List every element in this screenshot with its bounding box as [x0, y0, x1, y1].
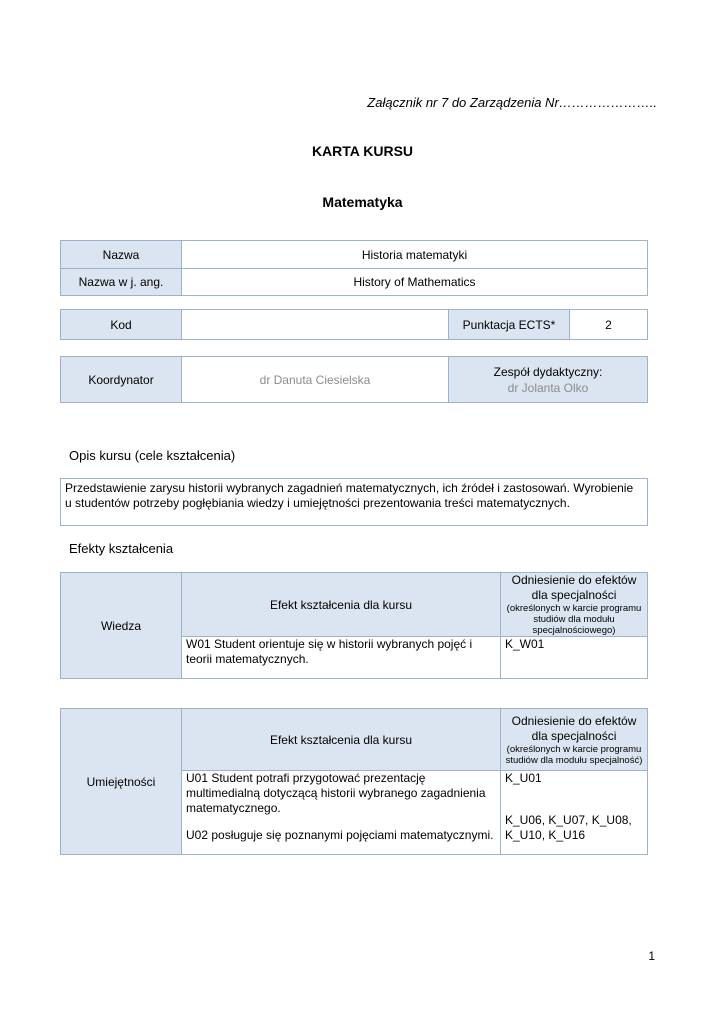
skills-refs-cell: [501, 771, 648, 855]
description-heading: Opis kursu (cele kształcenia): [69, 448, 236, 463]
team-label: Zespół dydaktyczny:: [493, 364, 603, 379]
name-en-value: History of Mathematics: [182, 269, 648, 296]
annex-note: Załącznik nr 7 do Zarządzenia Nr…………………..: [367, 95, 657, 110]
ects-label: Punktacja ECTS*: [449, 310, 570, 340]
field-title: Matematyka: [322, 194, 403, 210]
coordinator-label: Koordynator: [61, 357, 182, 403]
coordinator-value: dr Danuta Ciesielska: [182, 357, 449, 403]
team-value: dr Jolanta Olko: [507, 380, 589, 395]
knowledge-effect: W01 Student orientuje się w historii wybranych pojęć i teorii matematycznych.: [182, 637, 501, 679]
skills-col-ref-title: Odniesienie do efektów dla specjalności: [511, 713, 637, 743]
card-title: KARTA KURSU: [311, 143, 414, 159]
skills-ref-u01: K_U01: [505, 771, 542, 785]
knowledge-col-ref-note: (określonych w karcie programu studiów dla modułu specjalnościowego): [506, 603, 642, 636]
course-name-table: [60, 240, 648, 296]
coordinator-table: [60, 356, 648, 403]
knowledge-table: [60, 572, 648, 679]
skills-effects-cell: [182, 771, 501, 855]
skills-category: Umiejętności: [61, 709, 182, 855]
knowledge-ref: K_W01: [501, 637, 648, 679]
skills-col-ref-note: (określonych w karcie programu studiów dla modułu specjalność): [505, 743, 643, 766]
page-number: 1: [648, 949, 655, 963]
skills-ref-u02: K_U06, K_U07, K_U08, K_U10, K_U16: [505, 813, 632, 842]
skills-effect-u02: U02 posługuje się poznanymi pojęciami matematycznymi.: [186, 828, 494, 842]
knowledge-col-ref-title: Odniesienie do efektów dla specjalności: [511, 573, 637, 602]
outcomes-heading: Efekty kształcenia: [69, 541, 174, 556]
skills-col-effect: Efekt kształcenia dla kursu: [182, 709, 501, 771]
code-table: [60, 309, 648, 340]
skills-effect-u01: U01 Student potrafi przygotować prezentację multimedialną dotyczącą historii wybranego zagadnienia matematycznego.: [186, 771, 486, 815]
team-cell: [449, 357, 648, 403]
code-value: [182, 310, 449, 340]
code-label: Kod: [61, 310, 182, 340]
ects-value: 2: [570, 310, 648, 340]
name-label: Nazwa: [61, 241, 182, 269]
skills-table: [60, 708, 648, 855]
knowledge-col-ref: [501, 573, 648, 637]
name-value: Historia matematyki: [182, 241, 648, 269]
description-text: Przedstawienie zarysu historii wybranych zagadnień matematycznych, ich źródeł i zastosowań. Wyrobienie u studentów potrzeby pogłębiania wiedzy i umiejętności prezentowania treści matematycznych.: [60, 478, 648, 526]
name-en-label: Nazwa w j. ang.: [61, 269, 182, 296]
knowledge-category: Wiedza: [61, 573, 182, 679]
skills-col-ref: [501, 709, 648, 771]
knowledge-col-effect: Efekt kształcenia dla kursu: [182, 573, 501, 637]
